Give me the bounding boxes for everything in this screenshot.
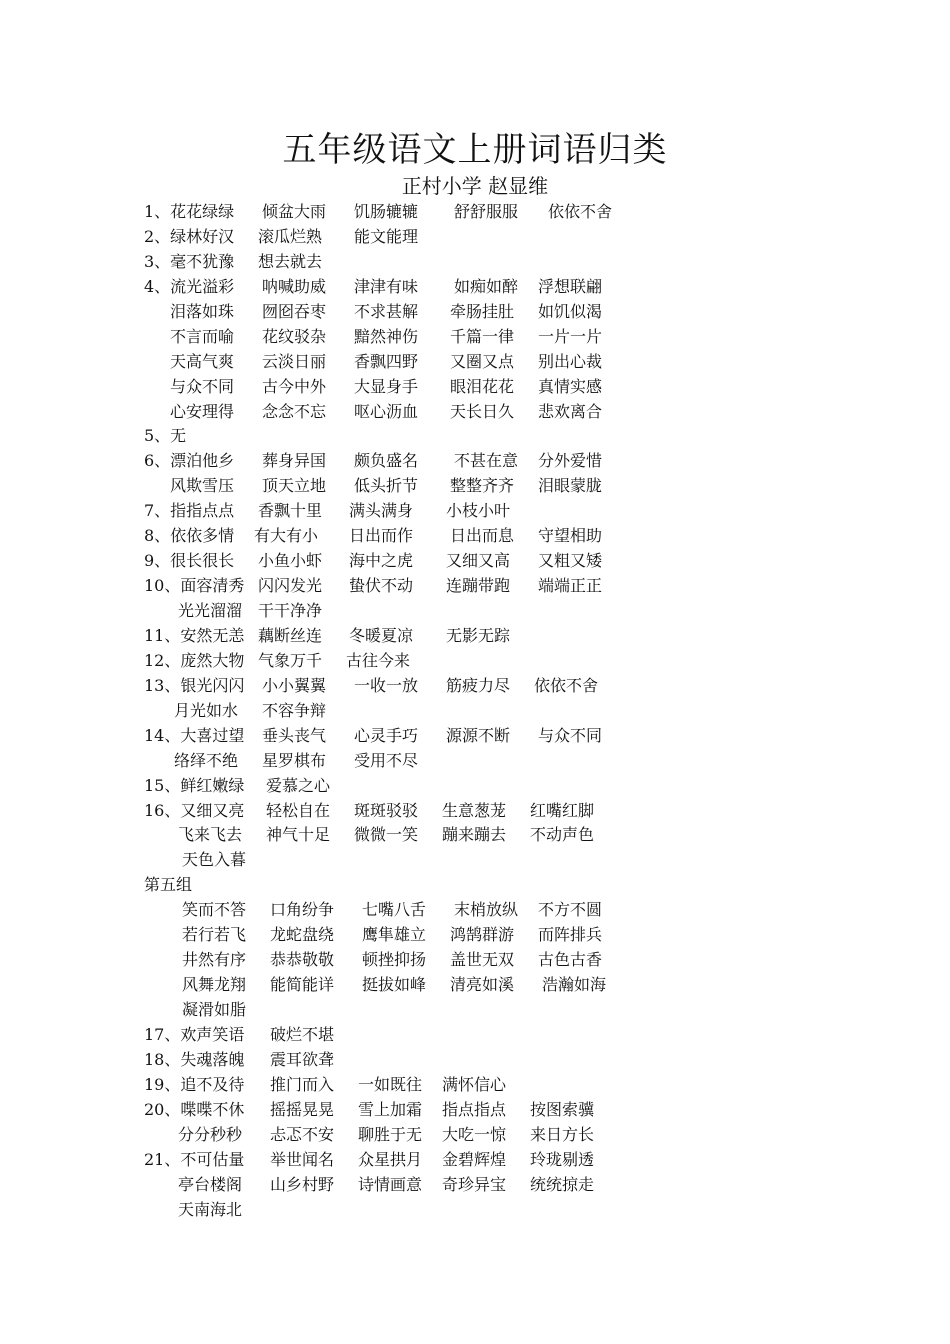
word-item: 气象万千 xyxy=(258,650,323,670)
word-item: 盖世无双 xyxy=(450,950,515,970)
word-item: 风舞龙翔 xyxy=(182,975,247,995)
word-item: 天色入暮 xyxy=(182,850,247,870)
word-item: 依依不舍 xyxy=(534,675,599,695)
word-item: 守望相助 xyxy=(538,526,603,546)
word-item: 忐忑不安 xyxy=(270,1124,335,1144)
word-item: 山乡村野 xyxy=(270,1174,335,1194)
word-row xyxy=(0,798,950,823)
word-item: 蛰伏不动 xyxy=(349,576,414,596)
word-row xyxy=(0,299,950,324)
word-item: 星罗棋布 xyxy=(262,750,327,770)
word-item: 顶天立地 xyxy=(262,476,327,496)
word-item: 恭恭敬敬 xyxy=(270,950,335,970)
word-item: 牵肠挂肚 xyxy=(450,301,515,321)
word-item: 能文能理 xyxy=(354,226,419,246)
word-item: 月光如水 xyxy=(174,700,239,720)
word-item: 不方不圆 xyxy=(538,900,603,920)
word-item: 神气十足 xyxy=(266,825,331,845)
word-item: 9、很长很长 xyxy=(144,551,235,571)
word-row xyxy=(0,972,950,997)
word-item: 黯然神伤 xyxy=(354,326,419,346)
word-row xyxy=(0,698,950,723)
word-item: 泪落如珠 xyxy=(170,301,235,321)
word-item: 3、毫不犹豫 xyxy=(144,251,235,271)
word-item: 低头折节 xyxy=(354,476,419,496)
word-item: 不言而喻 xyxy=(170,326,235,346)
word-row xyxy=(0,274,950,299)
word-item: 凝滑如脂 xyxy=(182,1000,247,1019)
word-item: 源源不断 xyxy=(446,725,511,745)
word-row xyxy=(0,598,950,623)
word-item: 日出而作 xyxy=(349,526,414,546)
word-item: 日出而息 xyxy=(450,526,515,546)
word-item: 整整齐齐 xyxy=(450,476,515,496)
word-item: 天长日久 xyxy=(450,401,515,421)
word-item: 连蹦带跑 xyxy=(446,576,511,596)
word-item: 与众不同 xyxy=(538,725,603,745)
word-item: 不求甚解 xyxy=(354,301,419,321)
word-item: 8、依依多情 xyxy=(144,526,235,546)
word-item: 别出心裁 xyxy=(538,351,603,371)
word-item: 舒舒服服 xyxy=(454,202,519,221)
word-item: 筋疲力尽 xyxy=(446,675,511,695)
word-row xyxy=(0,548,950,573)
word-item: 满头满身 xyxy=(349,501,414,521)
word-item: 葬身异国 xyxy=(262,451,327,471)
word-item: 小枝小叶 xyxy=(446,501,511,521)
word-item: 浮想联翩 xyxy=(538,276,603,296)
word-item: 津津有味 xyxy=(354,276,419,296)
word-item: 饥肠辘辘 xyxy=(354,202,419,221)
word-item: 清亮如溪 xyxy=(450,975,515,995)
word-row xyxy=(0,399,950,424)
word-item: 香飘十里 xyxy=(258,501,323,521)
word-item: 13、银光闪闪 xyxy=(144,675,245,695)
word-item: 垂头丧气 xyxy=(262,725,327,745)
word-row xyxy=(0,748,950,773)
word-item: 奇珍异宝 xyxy=(442,1174,507,1194)
word-row xyxy=(0,623,950,648)
word-row xyxy=(0,473,950,498)
word-item: 满怀信心 xyxy=(442,1074,507,1094)
word-row xyxy=(0,1197,950,1222)
word-item: 一如既往 xyxy=(358,1074,423,1094)
word-row xyxy=(0,1147,950,1172)
word-item: 古今中外 xyxy=(262,376,327,396)
word-item: 闪闪发光 xyxy=(258,576,323,596)
word-item: 井然有序 xyxy=(182,950,247,970)
word-item: 指点指点 xyxy=(442,1099,507,1119)
word-item: 古色古香 xyxy=(538,950,603,970)
word-item: 络绎不绝 xyxy=(174,750,239,770)
word-item: 亭台楼阁 xyxy=(178,1174,243,1194)
word-item: 摇摇晃晃 xyxy=(270,1099,335,1119)
word-item: 微微一笑 xyxy=(354,825,419,845)
word-row xyxy=(0,1072,950,1097)
word-item: 光光溜溜 xyxy=(178,601,243,620)
word-item: 想去就去 xyxy=(258,251,323,271)
word-item: 心灵手巧 xyxy=(354,725,419,745)
word-item: 1、花花绿绿 xyxy=(144,202,235,221)
word-item: 顿挫抑扬 xyxy=(362,950,427,970)
word-item: 如痴如醉 xyxy=(454,276,519,296)
word-item: 破烂不堪 xyxy=(270,1024,335,1044)
word-item: 16、又细又亮 xyxy=(144,800,245,820)
word-item: 末梢放纵 xyxy=(454,900,519,920)
word-item: 又粗又矮 xyxy=(538,551,603,571)
word-item: 风欺雪压 xyxy=(170,476,235,496)
word-row xyxy=(0,498,950,523)
word-row xyxy=(0,349,950,374)
word-row xyxy=(0,822,950,847)
word-item: 5、无 xyxy=(144,426,187,446)
word-item: 6、漂泊他乡 xyxy=(144,451,235,471)
word-item: 不动声色 xyxy=(530,825,595,845)
word-item: 10、面容清秀 xyxy=(144,576,245,596)
word-item: 玲珑剔透 xyxy=(530,1149,595,1169)
word-item: 泪眼蒙胧 xyxy=(538,476,603,496)
word-item: 蹦来蹦去 xyxy=(442,825,507,845)
word-item: 古往今来 xyxy=(346,650,411,670)
word-item: 天高气爽 xyxy=(170,351,235,371)
word-item: 11、安然无恙 xyxy=(144,625,245,645)
word-row xyxy=(0,374,950,399)
word-item: 金碧辉煌 xyxy=(442,1149,507,1169)
word-item: 雪上加霜 xyxy=(358,1099,423,1119)
word-item: 而阵排兵 xyxy=(538,925,603,945)
word-item: 干干净净 xyxy=(258,601,323,620)
word-row xyxy=(0,723,950,748)
word-row xyxy=(0,922,950,947)
word-item: 受用不尽 xyxy=(354,750,419,770)
word-item: 14、大喜过望 xyxy=(144,725,245,745)
word-item: 云淡日丽 xyxy=(262,351,327,371)
word-item: 震耳欲聋 xyxy=(270,1049,335,1069)
word-item: 海中之虎 xyxy=(349,551,414,571)
word-item: 颇负盛名 xyxy=(354,451,419,471)
word-item: 囫囵吞枣 xyxy=(262,301,327,321)
word-item: 端端正正 xyxy=(538,576,603,596)
word-item: 花纹驳杂 xyxy=(262,326,327,346)
word-item: 不容争辩 xyxy=(262,700,327,720)
word-item: 念念不忘 xyxy=(262,401,327,421)
word-item: 推门而入 xyxy=(270,1074,335,1094)
word-item: 龙蛇盘绕 xyxy=(270,925,335,945)
word-item: 20、喋喋不休 xyxy=(144,1099,245,1119)
word-item: 浩瀚如海 xyxy=(542,975,607,995)
word-item: 统统掠走 xyxy=(530,1174,595,1194)
word-item: 小小翼翼 xyxy=(262,675,327,695)
page-title: 五年级语文上册词语归类 xyxy=(282,130,668,170)
word-item: 依依不舍 xyxy=(548,202,613,221)
word-item: 轻松自在 xyxy=(266,800,331,820)
word-item: 天南海北 xyxy=(178,1199,243,1219)
word-item: 冬暖夏凉 xyxy=(349,625,414,645)
word-row xyxy=(0,448,950,473)
word-item: 生意葱茏 xyxy=(442,800,507,820)
word-item: 举世闻名 xyxy=(270,1149,335,1169)
word-item: 一片一片 xyxy=(538,326,603,346)
word-item: 若行若飞 xyxy=(182,925,247,945)
word-item: 15、鲜红嫩绿 xyxy=(144,775,245,795)
word-item: 又圈又点 xyxy=(450,351,515,371)
word-item: 真情实感 xyxy=(538,376,603,396)
word-row xyxy=(0,224,950,249)
word-item: 呕心沥血 xyxy=(354,401,419,421)
word-item: 17、欢声笑语 xyxy=(144,1024,245,1044)
word-item: 一收一放 xyxy=(354,675,419,695)
word-item: 滚瓜烂熟 xyxy=(258,226,323,246)
word-item: 爱慕之心 xyxy=(266,775,331,795)
word-row xyxy=(0,997,950,1022)
word-item: 呐喊助威 xyxy=(262,276,327,296)
word-item: 分分秒秒 xyxy=(178,1124,243,1144)
word-item: 不甚在意 xyxy=(454,451,519,471)
word-item: 鹰隼雄立 xyxy=(362,925,427,945)
word-item: 来日方长 xyxy=(530,1124,595,1144)
word-row xyxy=(0,523,950,548)
word-row xyxy=(0,847,950,872)
word-row xyxy=(0,648,950,673)
word-item: 眼泪花花 xyxy=(450,376,515,396)
word-item: 诗情画意 xyxy=(358,1174,423,1194)
word-row xyxy=(0,947,950,972)
word-item: 分外爱惜 xyxy=(538,451,603,471)
word-item: 大显身手 xyxy=(354,376,419,396)
word-row xyxy=(0,872,950,897)
word-row xyxy=(0,1022,950,1047)
word-row xyxy=(0,324,950,349)
word-item: 无影无踪 xyxy=(446,625,511,645)
word-item: 与众不同 xyxy=(170,376,235,396)
word-list xyxy=(0,199,950,1221)
word-item: 19、追不及待 xyxy=(144,1074,245,1094)
word-row xyxy=(0,249,950,274)
word-item: 斑斑驳驳 xyxy=(354,800,419,820)
word-item: 倾盆大雨 xyxy=(262,202,327,221)
word-item: 21、不可估量 xyxy=(144,1149,245,1169)
word-item: 心安理得 xyxy=(170,401,235,421)
word-item: 千篇一律 xyxy=(450,326,515,346)
word-item: 挺拔如峰 xyxy=(362,975,427,995)
word-item: 2、绿林好汉 xyxy=(144,226,235,246)
word-item: 能简能详 xyxy=(270,975,335,995)
word-row xyxy=(0,673,950,698)
word-item: 7、指指点点 xyxy=(144,501,235,521)
word-item: 18、失魂落魄 xyxy=(144,1049,245,1069)
word-row xyxy=(0,1047,950,1072)
word-item: 聊胜于无 xyxy=(358,1124,423,1144)
word-item: 众星拱月 xyxy=(358,1149,423,1169)
word-item: 又细又高 xyxy=(446,551,511,571)
word-row xyxy=(0,1122,950,1147)
word-item: 按图索骥 xyxy=(530,1099,595,1119)
word-row xyxy=(0,1097,950,1122)
word-item: 鸿鹄群游 xyxy=(450,925,515,945)
word-item: 红嘴红脚 xyxy=(530,800,595,820)
word-item: 七嘴八舌 xyxy=(362,900,427,920)
word-row xyxy=(0,423,950,448)
word-item: 悲欢离合 xyxy=(538,401,603,421)
word-row xyxy=(0,199,950,224)
word-item: 大吃一惊 xyxy=(442,1124,507,1144)
word-item: 香飘四野 xyxy=(354,351,419,371)
word-item: 有大有小 xyxy=(254,526,319,546)
word-item: 飞来飞去 xyxy=(178,825,243,845)
author-line: 正村小学 赵显维 xyxy=(401,174,549,198)
word-item: 小鱼小虾 xyxy=(258,551,323,571)
word-row xyxy=(0,1172,950,1197)
word-row xyxy=(0,573,950,598)
word-row xyxy=(0,773,950,798)
word-item: 如饥似渴 xyxy=(538,301,603,321)
word-item: 笑而不答 xyxy=(182,900,247,920)
word-item: 藕断丝连 xyxy=(258,625,323,645)
word-item: 12、庞然大物 xyxy=(144,650,245,670)
word-item: 口角纷争 xyxy=(270,900,335,920)
word-item: 第五组 xyxy=(144,875,193,895)
word-row xyxy=(0,897,950,922)
word-item: 4、流光溢彩 xyxy=(144,276,235,296)
